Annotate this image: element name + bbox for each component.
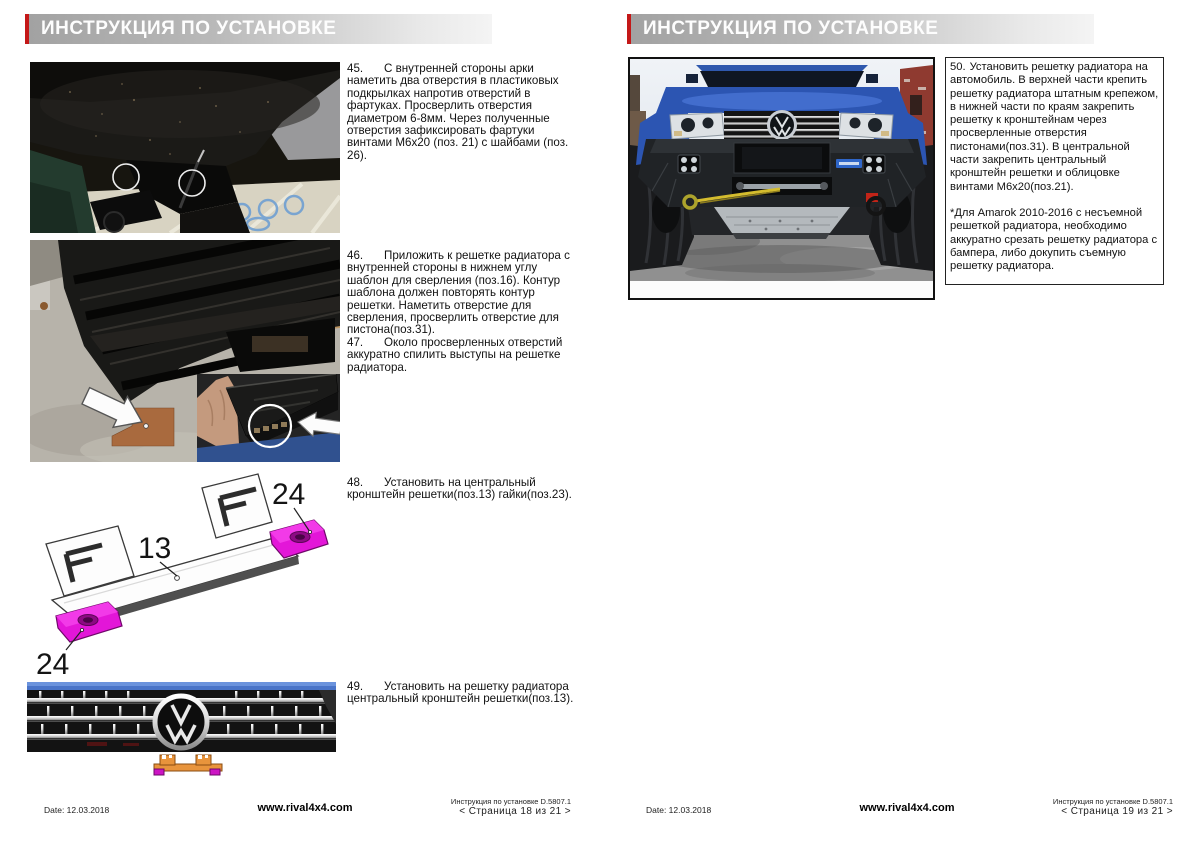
amarok-note: *Для Amarok 2010-2016 с несъемной решеткой радиатора, необходимо аккуратно срезать решетку радиатора с бампера, либо докупить съемную решетку радиатора. bbox=[950, 206, 1158, 273]
page-nav-left[interactable]: < Страница 18 из 21 > bbox=[459, 806, 571, 817]
step-45: 45. С внутренней стороны арки наметить два отверстия в пластиковых подкрылках напротив отверстий в фартуках. Просверлить отверстия диаметром 6-8мм. Через полученные отверстия зафиксировать фартуки винтами М6х20 (поз. 21) с шайбами (поз. 26). bbox=[347, 62, 569, 162]
footer-doc-left bbox=[375, 797, 571, 818]
footer-date-right: Date: 12.03.2018 bbox=[646, 805, 712, 815]
step-49: 49. Установить на решетку радиатора центральный кронштейн решетки(поз.13). bbox=[347, 680, 574, 706]
photo-grille-template bbox=[30, 240, 340, 462]
doc-code: Инструкция по установке D.5807.1 bbox=[1052, 797, 1173, 806]
photo-amarok-front bbox=[628, 57, 935, 300]
label-24-top: 24 bbox=[272, 478, 306, 511]
step-46-47: 46. Приложить к решетке радиатора с внутренней стороны в нижнем углу шаблон для сверления (поз.16). Контур шаблона должен повторять контур решетки. Наметить отверстие для сверления, просверлить отверстие для пистона(поз.31). 47. Около просверленных отверстий аккуратно спилить выступы на решетке радиатора. bbox=[347, 249, 570, 374]
led-light-right bbox=[863, 155, 885, 173]
step-50-box: 50. Установить решетку радиатора на автомобиль. В верхней части крепить решетку радиатора штатным крепежом, в нижней части по краям закрепить решетку к кронштейнам через просверленные отверстия пистонами(поз.31). В центральной части закрепить центральный кронштейн решетки и облицовке винтами М6х20(поз.21). *Для Amarok 2010-2016 с несъемной решеткой радиатора, необходимо аккуратно срезать решетку радиатора с бампера, либо докупить съемную решетку радиатора. bbox=[945, 57, 1164, 285]
clip-nut-right bbox=[270, 520, 328, 558]
windshield bbox=[700, 71, 864, 87]
photo-wheel-arch bbox=[30, 62, 340, 233]
grille bbox=[724, 111, 839, 139]
footer-site-left[interactable]: www.rival4x4.com bbox=[257, 802, 353, 814]
page18-title: ИНСТРУКЦИЯ ПО УСТАНОВКЕ bbox=[41, 18, 337, 39]
vw-badge bbox=[155, 696, 207, 748]
doc-code: Инструкция по установке D.5807.1 bbox=[450, 797, 571, 806]
page19-header-bar bbox=[627, 14, 1094, 44]
label-13: 13 bbox=[138, 532, 172, 565]
footer-date-left: Date: 12.03.2018 bbox=[44, 805, 110, 815]
led-light-left bbox=[678, 155, 700, 173]
footer-doc-right bbox=[977, 797, 1173, 818]
photo-vw-grille bbox=[27, 682, 336, 752]
page19-title: ИНСТРУКЦИЯ ПО УСТАНОВКЕ bbox=[643, 18, 939, 39]
offroad-bumper bbox=[638, 139, 926, 214]
label-24-bottom: 24 bbox=[36, 648, 70, 680]
step-48: 48. Установить на центральный кронштейн решетки(поз.13) гайки(поз.23). bbox=[347, 476, 572, 502]
render-bracket-position bbox=[150, 753, 226, 777]
page-nav-right[interactable]: < Страница 19 из 21 > bbox=[1061, 806, 1173, 817]
page18-header-bar bbox=[25, 14, 492, 44]
footer-site-right[interactable]: www.rival4x4.com bbox=[859, 802, 955, 814]
drawing-center-bracket bbox=[22, 470, 347, 680]
